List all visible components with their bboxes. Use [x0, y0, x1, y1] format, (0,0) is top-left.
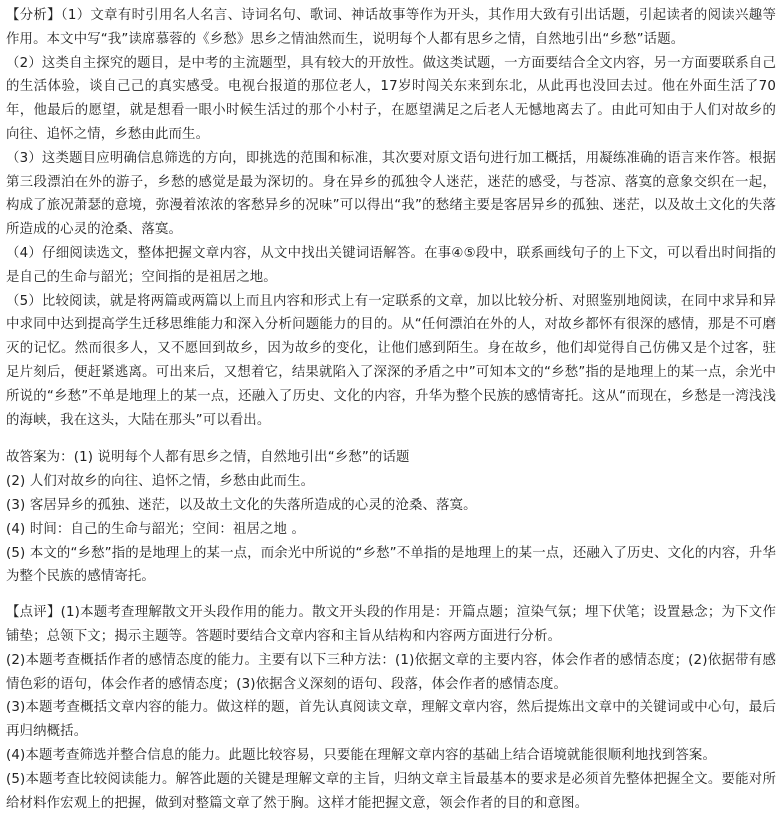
comments-section: [6, 601, 776, 815]
section-spacer: [6, 432, 776, 446]
answer-line-5: (5) 本文的“乡愁”指的是地理上的某一点，而余光中所说的“乡愁”不单指的是地理上的某一点，还融入了历史、文化的内容，升华为整个民族的感情寄托。: [6, 545, 776, 585]
comment-paragraph-2: (2)本题考查概括作者的感情态度的能力。主要有以下三种方法：(1)依据文章的主要内容，体会作者的感情态度；(2)依据带有感情色彩的语句，体会作者的感情态度；(3)依据含义深刻的语句、段落，体会作者的感情态度。: [6, 652, 776, 692]
answers-section: [6, 446, 776, 589]
answer-line-2: (2) 人们对故乡的向往、追怀之情，乡愁由此而生。: [6, 474, 315, 490]
analysis-paragraph-4: （4）仔细阅读选文，整体把握文章内容，从文中找出关键词语解答。在事④⑤段中，联系画线句子的上下文，可以看出时间指的是自己的生命与韶光；空间指的是祖居之地。: [6, 245, 776, 285]
analysis-paragraph-3: （3）这类题目应明确信息筛选的方向，即挑选的范围和标准，其次要对原文语句进行加工概括，用凝练准确的语言来作答。根据第三段漂泊在外的游子，乡愁的感觉是最为深切的。身在异乡的孤独令人迷茫，迷茫的感受，与苍凉、落寞的意象交织在一起，构成了旅况萧瑟的意境，弥漫着浓浓的客愁异乡的况味”可以得出“我”的愁绪主要是客居异乡的孤独、迷茫，以及故土文化的失落所造成的心灵的沧桑、落寞。: [6, 150, 776, 238]
comment-paragraph-5: (5)本题考查比较阅读能力。解答此题的关键是理解文章的主旨，归纳文章主旨最基本的要求是必须首先整体把握全文。要能对所给材料作宏观上的把握，做到对整篇文章了然于胸。这样才能把握文意，领会作者的目的和意图。: [6, 771, 776, 811]
analysis-paragraph-1: 【分析】（1）文章有时引用名人名言、诗词名句、歌词、神话故事等作为开头，其作用大致有引出话题，引起读者的阅读兴趣等作用。本文中写“我”读席慕蓉的《乡愁》思乡之情油然而生，说明每个人都有思乡之情，自然地引出“乡愁”话题。: [6, 8, 776, 47]
comment-paragraph-3: (3)本题考查概括文章内容的能力。做这样的题，首先认真阅读文章，理解文章内容，然后提炼出文章中的关键词或中心句，最后再归纳概括。: [6, 700, 776, 740]
answer-line-4: (4) 时间：自己的生命与韶光；空间：祖居之地 。: [6, 521, 306, 537]
analysis-paragraph-2: （2）这类自主探究的题目，是中考的主流题型，具有较大的开放性。做这类试题，一方面要结合全文内容，另一方面要联系自己的生活体验，谈自己己的真实感受。电视台报道的那位老人，17岁时闯关东来到东北，从此再也没回去过。他在外面生活了70年，他最后的愿望，就是想看一眼小时候生活过的那个小村子，在愿望满足之后老人无憾地离去了。由此可知由于人们对故乡的向往、追怀之情，乡愁由此而生。: [6, 55, 776, 142]
answer-line-1: 故答案为：(1) 说明每个人都有思乡之情，自然地引出“乡愁”的话题: [6, 450, 410, 466]
section-spacer: [6, 589, 776, 601]
comment-paragraph-4: (4)本题考查筛选并整合信息的能力。此题比较容易，只要能在理解文章内容的基础上结合语境就能很顺利地找到答案。: [6, 747, 716, 763]
answer-line-3: (3) 客居异乡的孤独、迷茫，以及故土文化的失落所造成的心灵的沧桑、落寞。: [6, 497, 477, 513]
analysis-paragraph-5: （5）比较阅读，就是将两篇或两篇以上而且内容和形式上有一定联系的文章，加以比较分析、对照鉴别地阅读，在同中求异和异中求同中达到提高学生迁移思维能力和深入分析问题能力的目的。从“任何漂泊在外的人，对故乡都怀有很深的感情，那是不可磨灭的记忆。然而很多人，又不愿回到故乡，因为故乡的变化，让他们感到陌生。身在故乡，他们却觉得自己仿佛又是个过客，驻足片刻后，便赶紧逃离。可出来后，又想着它，结果就陷入了深深的矛盾之中”可知本文的“乡愁”指的是地理上的某一点，余光中所说的“乡愁”不单是地理上的某一点，还融入了历史、文化的内容，升华为整个民族的感情寄托。这从“而现在，乡愁是一湾浅浅的海峡，我在这头，大陆在那头”可以看出。: [6, 293, 776, 428]
analysis-section: [6, 4, 776, 432]
comment-paragraph-1: 【点评】(1)本题考查理解散文开头段作用的能力。散文开头段的作用是：开篇点题；渲染气氛；埋下伏笔；设置悬念；为下文作铺垫；总领下文；揭示主题等。答题时要结合文章内容和主旨从结构和内容两方面进行分析。: [6, 605, 776, 644]
